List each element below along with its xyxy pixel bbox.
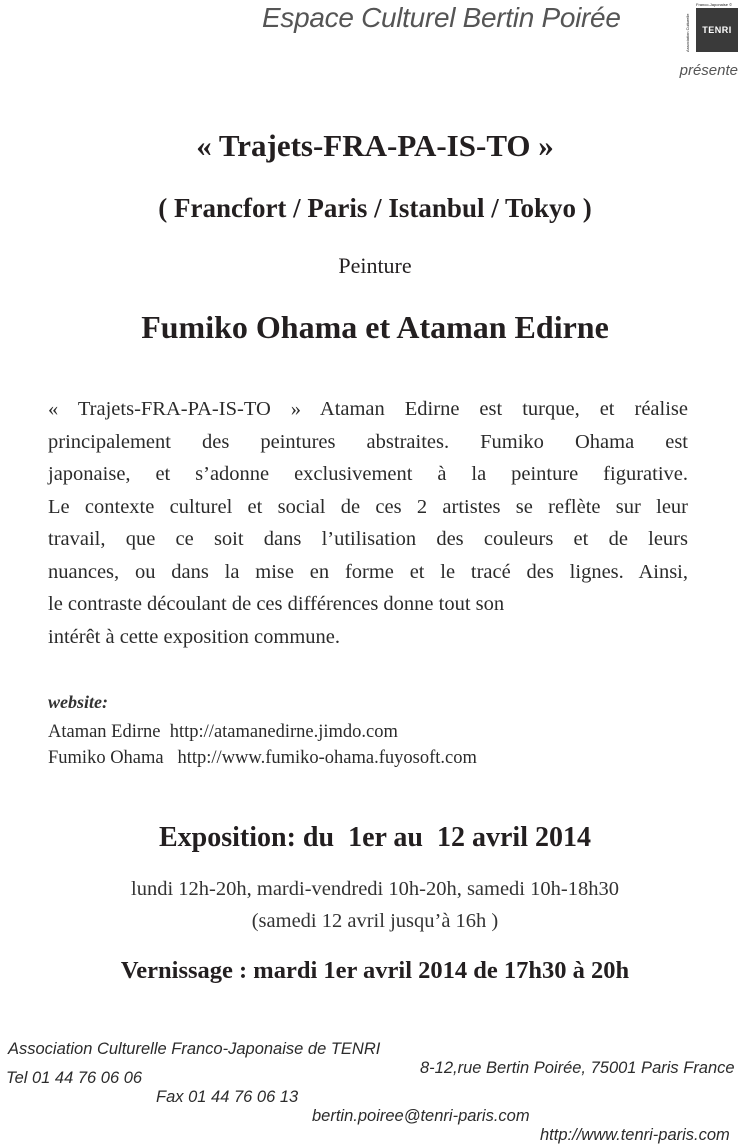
footer-line-2 [0, 1050, 750, 1145]
exhibition-artists: Fumiko Ohama et Ataman Edirne [141, 309, 609, 345]
vernissage-info: Vernissage : mardi 1er avril 2014 de 17h30 à 20h [120, 957, 630, 984]
logo-box: TENRI [696, 8, 738, 52]
description-line: Le contexte culturel et social de ces 2 artistes se reflète sur leur [48, 495, 688, 518]
logo-vertical-text: Association Culturelle [685, 13, 690, 52]
description-paragraph [48, 393, 688, 653]
exhibition-title: « Trajets-FRA-PA-IS-TO » [196, 128, 554, 163]
description-line: nuances, ou dans la mise en forme et le tracé des lignes. Ainsi, [48, 560, 688, 583]
footer-website[interactable]: http://www.tenri-paris.com [540, 1126, 730, 1144]
description-line: japonaise, et s’adonne exclusivement à la peinture figurative. [48, 463, 688, 485]
footer-fax: Fax 01 44 76 06 13 [156, 1088, 299, 1106]
exhibition-cities: ( Francfort / Paris / Istanbul / Tokyo ) [158, 193, 592, 223]
exhibition-genre: Peinture [338, 253, 412, 278]
description-line: le contraste découlant de ces différences donne tout son [48, 593, 505, 615]
organizer-name: Espace Culturel Bertin Poirée [262, 2, 621, 33]
tenri-logo [686, 2, 738, 54]
website-row-fumiko [48, 748, 477, 769]
footer-association: Association Culturelle Franco-Japonaise de TENRI [8, 1040, 381, 1058]
opening-hours-note: (samedi 12 avril jusqu’à 16h ) [251, 910, 499, 932]
description-line: « Trajets-FRA-PA-IS-TO » Ataman Edirne est turque, et réalise [48, 398, 688, 420]
description-line: intérêt à cette exposition commune. [48, 625, 341, 648]
artist-website-link[interactable]: http://www.fumiko-ohama.fuyosoft.com [177, 748, 477, 768]
website-row-ataman [48, 722, 398, 743]
opening-hours: lundi 12h-20h, mardi-vendredi 10h-20h, samedi 10h-18h30 [131, 878, 619, 900]
artist-name: Ataman Edirne [48, 722, 161, 742]
artist-website-link[interactable]: http://atamanedirne.jimdo.com [169, 722, 398, 742]
artist-name: Fumiko Ohama [48, 748, 164, 768]
footer-tel: Tel 01 44 76 06 06 [6, 1069, 143, 1087]
exhibition-dates: Exposition: du 1er au 12 avril 2014 [159, 822, 591, 853]
footer-address: 8-12,rue Bertin Poirée, 75001 Paris France [420, 1059, 735, 1077]
presents-label: présente [679, 62, 738, 79]
footer-email[interactable]: bertin.poiree@tenri-paris.com [312, 1107, 530, 1125]
description-line: travail, que ce soit dans l’utilisation des couleurs et de leurs [48, 528, 688, 550]
website-label: website: [48, 692, 108, 712]
description-line: principalement des peintures abstraites. Fumiko Ohama est [48, 430, 688, 453]
logo-top-text: Franco-Japonaise © [696, 2, 733, 7]
